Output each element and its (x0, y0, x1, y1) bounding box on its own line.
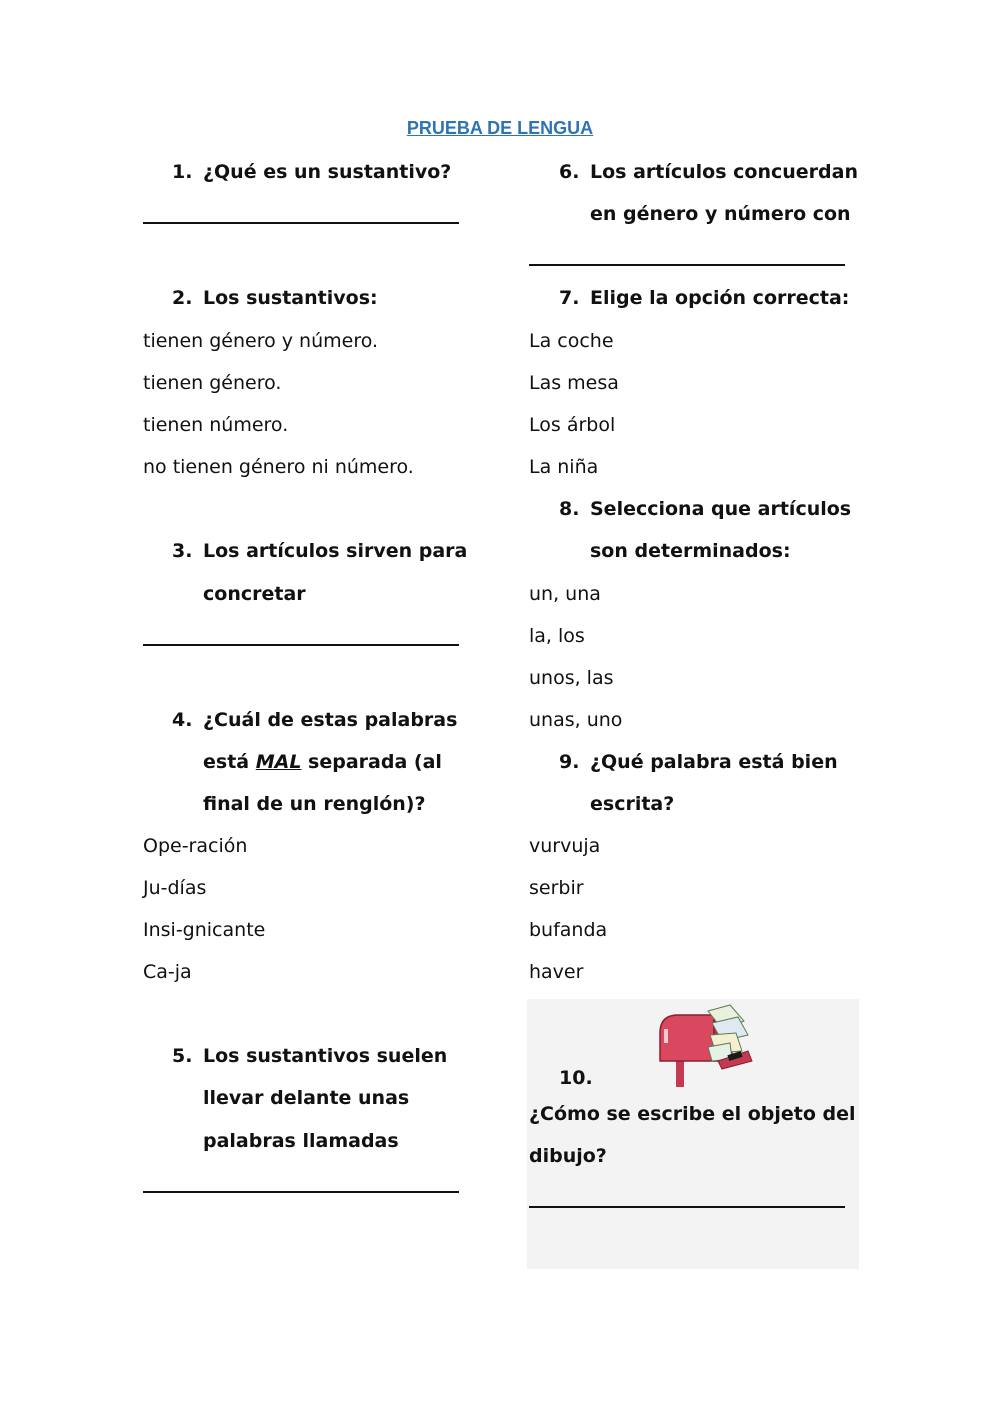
q8-option[interactable]: un, una (529, 583, 601, 605)
question-3-line: concretar (203, 583, 306, 605)
question-5-line: Los sustantivos suelen (203, 1045, 448, 1067)
q4-emphasis: MAL (255, 751, 302, 773)
q4-line2-pre: está (203, 751, 256, 773)
answer-blank-6[interactable] (529, 264, 845, 266)
q2-option[interactable]: tienen número. (143, 414, 289, 436)
q8-option[interactable]: la, los (529, 625, 585, 647)
q9-option[interactable]: vurvuja (529, 835, 601, 857)
question-3-number: 3. (172, 540, 193, 562)
question-8-number: 8. (559, 498, 580, 520)
q4-option[interactable]: Ju-días (143, 877, 207, 899)
question-6-line: Los artículos concuerdan (590, 161, 858, 183)
question-4-line: final de un renglón)? (203, 793, 426, 815)
q9-option[interactable]: bufanda (529, 919, 608, 941)
q2-option[interactable]: tienen género y número. (143, 330, 379, 352)
question-9-line: escrita? (590, 793, 675, 815)
q4-option[interactable]: Ca-ja (143, 961, 192, 983)
q2-option[interactable]: no tienen género ni número. (143, 456, 414, 478)
question-6-line: en género y número con (590, 203, 851, 225)
q7-option[interactable]: Las mesa (529, 372, 619, 394)
answer-blank-5[interactable] (143, 1191, 459, 1193)
question-5-number: 5. (172, 1045, 193, 1067)
q2-option[interactable]: tienen género. (143, 372, 282, 394)
question-5-line: llevar delante unas (203, 1087, 410, 1109)
answer-blank-3[interactable] (143, 644, 459, 646)
question-2-text: Los sustantivos: (203, 287, 378, 309)
question-5-line: palabras llamadas (203, 1130, 399, 1152)
q9-option[interactable]: haver (529, 961, 584, 983)
q7-option[interactable]: La niña (529, 456, 599, 478)
question-6-number: 6. (559, 161, 580, 183)
q8-option[interactable]: unas, uno (529, 709, 623, 731)
question-10-number: 10. (559, 1067, 593, 1089)
question-4-number: 4. (172, 709, 193, 731)
question-8-line: son determinados: (590, 540, 791, 562)
answer-blank-10[interactable] (529, 1206, 845, 1208)
q4-option[interactable]: Ope-ración (143, 835, 248, 857)
q4-line2-post: separada (al (301, 751, 442, 773)
question-3-line: Los artículos sirven para (203, 540, 468, 562)
question-2-number: 2. (172, 287, 193, 309)
question-7-text: Elige la opción correcta: (590, 287, 850, 309)
question-10-line: ¿Cómo se escribe el objeto del (529, 1103, 856, 1125)
question-9-line: ¿Qué palabra está bien (590, 751, 838, 773)
question-9-number: 9. (559, 751, 580, 773)
question-4-line (203, 750, 442, 774)
q7-option[interactable]: La coche (529, 330, 614, 352)
mailbox-icon (652, 1003, 762, 1089)
q4-option[interactable]: Insi-gnicante (143, 919, 266, 941)
question-8-line: Selecciona que artículos (590, 498, 852, 520)
question-7-number: 7. (559, 287, 580, 309)
answer-blank-1[interactable] (143, 222, 459, 224)
q8-option[interactable]: unos, las (529, 667, 614, 689)
question-1-number: 1. (172, 161, 193, 183)
question-1-text: ¿Qué es un sustantivo? (203, 161, 452, 183)
question-4-line: ¿Cuál de estas palabras (203, 709, 458, 731)
question-10-line: dibujo? (529, 1145, 607, 1167)
q9-option[interactable]: serbir (529, 877, 584, 899)
q7-option[interactable]: Los árbol (529, 414, 616, 436)
page-title: PRUEBA DE LENGUA (406, 118, 594, 138)
